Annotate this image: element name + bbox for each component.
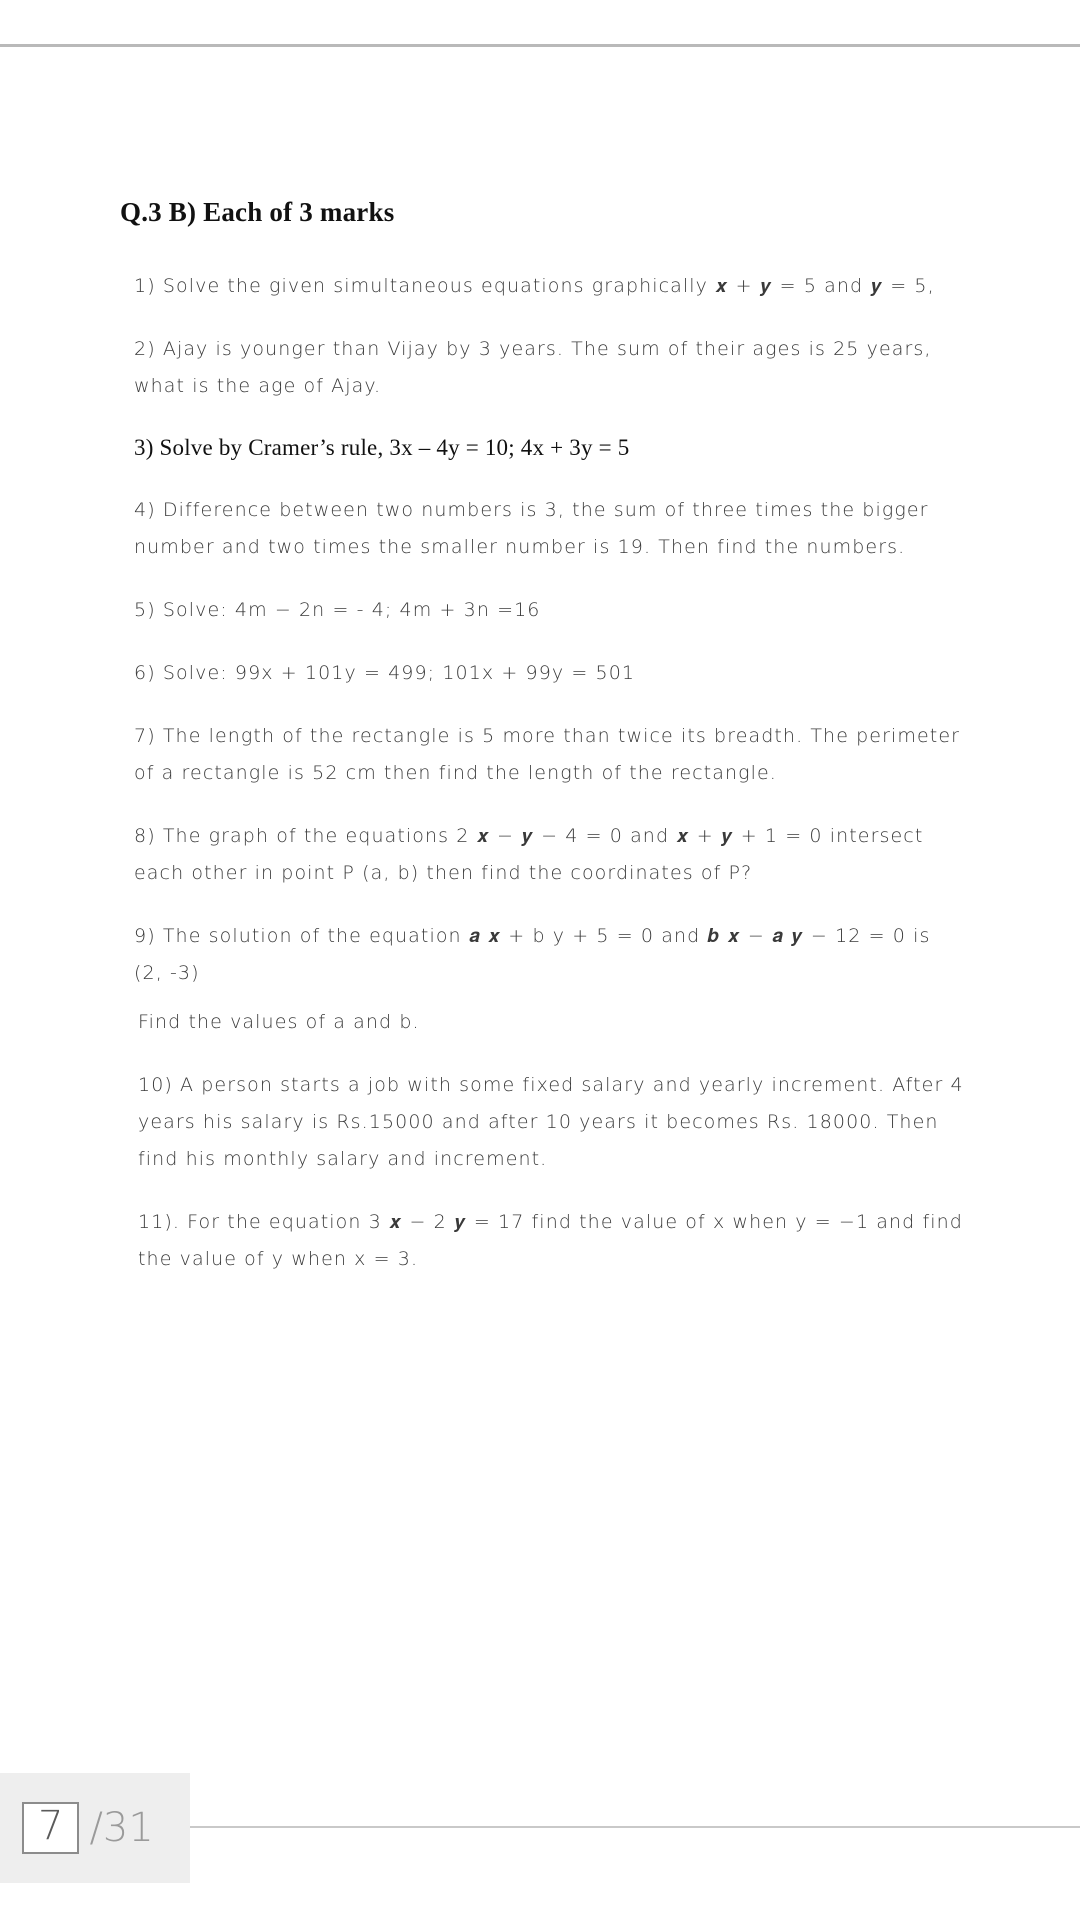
question-item: 10) A person starts a job with some fixed salary and yearly increment. After 4 years his salary is Rs.15000 and after 10 years it becomes Rs. 18000. Then find his monthly salary and increment. — [138, 1074, 964, 1171]
question-item: 3) Solve by Cramer’s rule, 3x – 4y = 10; 4x + 3y = 5 — [134, 435, 630, 461]
question-item: 11). For the equation 3 𝒙 − 2 𝒚 = 17 find the value of x when y = −1 and find the value of y when x = 3. — [138, 1211, 963, 1271]
total-pages-label: /31 — [89, 1805, 154, 1851]
question-item: 5) Solve: 4m − 2n = - 4; 4m + 3n =16 — [134, 598, 541, 621]
page-title: Q.3 B) Each of 3 marks — [120, 197, 395, 227]
footer-divider — [190, 1826, 1080, 1828]
question-item: 8) The graph of the equations 2 𝒙 − 𝒚 − 4 = 0 and 𝒙 + 𝒚 + 1 = 0 intersect each other in point P (a, b) then find the coordinates of P? — [134, 824, 924, 884]
question-item: Find the values of a and b. — [138, 1011, 420, 1034]
question-item: 4) Difference between two numbers is 3, the sum of three times the bigger number and two times the smaller number is 19. Then find the numbers. — [134, 498, 929, 558]
current-page-input[interactable]: 7 — [22, 1802, 79, 1854]
page-content — [120, 197, 965, 1304]
question-item: 7) The length of the rectangle is 5 more than twice its breadth. The perimeter of a rectangle is 52 cm then find the length of the rectangle. — [134, 724, 961, 784]
question-item: 1) Solve the given simultaneous equations graphically 𝒙 + 𝒚 = 5 and 𝒚 = 5, — [134, 275, 935, 297]
document-page — [0, 47, 1080, 1837]
question-item: 2) Ajay is younger than Vijay by 3 years. The sum of their ages is 25 years, what is the age of Ajay. — [134, 338, 932, 398]
question-item: 6) Solve: 99x + 101y = 499; 101x + 99y = 501 — [134, 661, 636, 684]
page-indicator[interactable] — [0, 1773, 190, 1883]
question-item: 9) The solution of the equation 𝒂 𝒙 + b y + 5 = 0 and 𝒃 𝒙 − 𝒂 𝒚 − 12 = 0 is (2, -3) — [134, 925, 931, 985]
